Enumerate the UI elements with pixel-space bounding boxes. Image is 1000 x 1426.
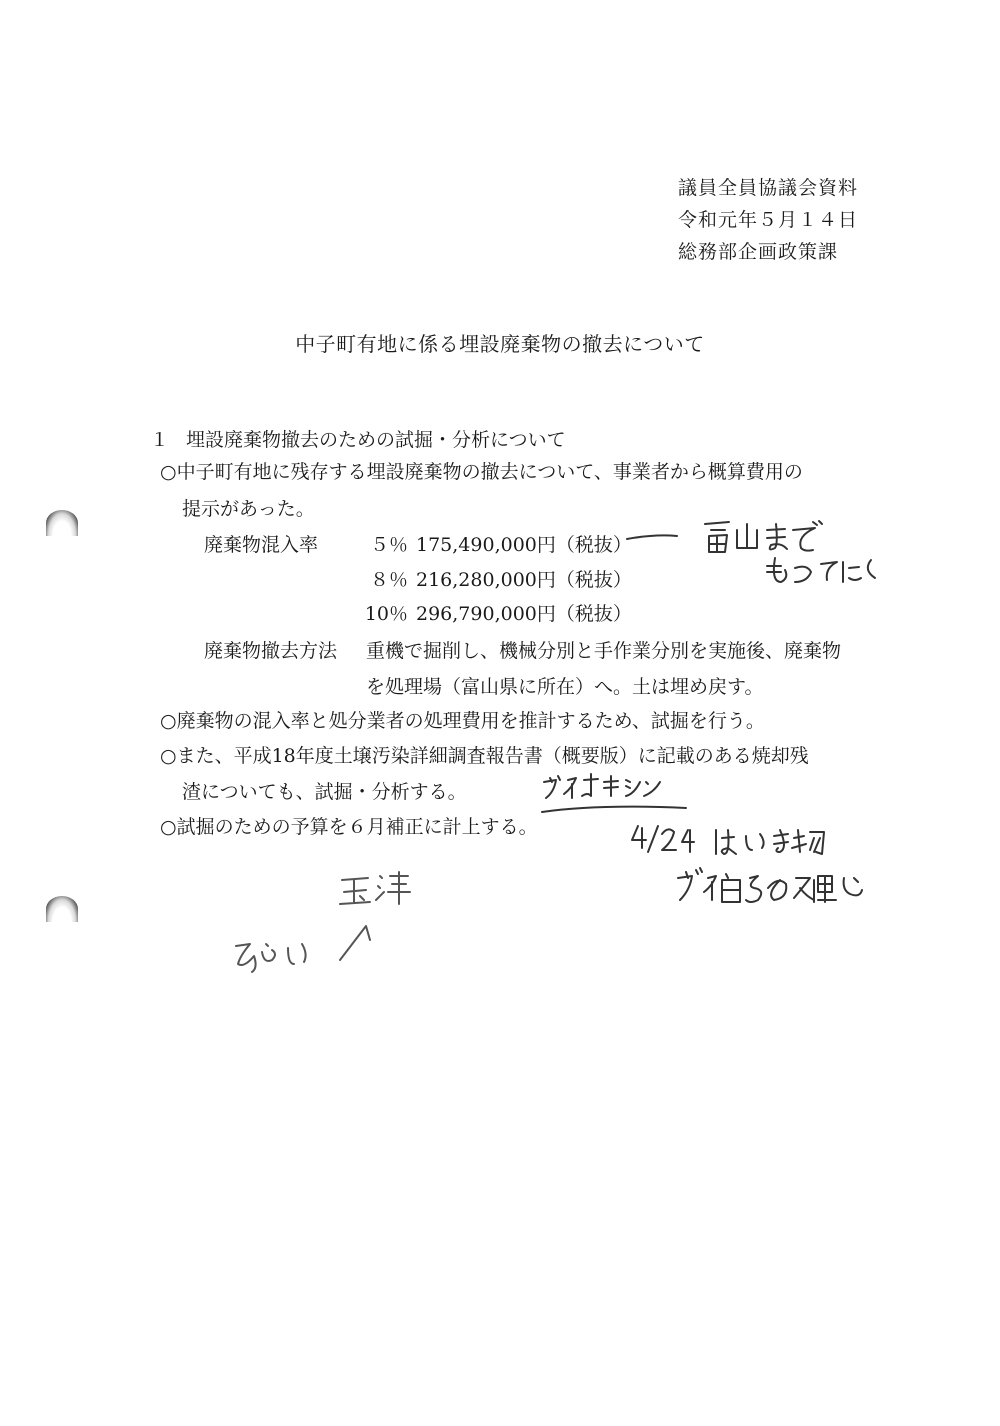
handwritten-note-toyama bbox=[625, 512, 895, 592]
rate-row bbox=[204, 530, 632, 557]
rate-percent: 10％ bbox=[364, 603, 408, 625]
rate-percent: ５％ bbox=[369, 534, 408, 556]
bullet-2: ○廃棄物の混入率と処分業者の処理費用を推計するため、試掘を行う。 bbox=[160, 710, 765, 732]
document-header bbox=[678, 172, 858, 268]
bullet-1-line-1: ○中子町有地に残存する埋設廃棄物の撤去について、事業者から概算費用の bbox=[160, 461, 803, 483]
handwritten-note-dioxin bbox=[538, 772, 688, 832]
section-number: １ bbox=[150, 429, 170, 451]
page-title: 中子町有地に係る埋設廃棄物の撤去について bbox=[295, 332, 705, 356]
rate-percent: ８％ bbox=[369, 569, 408, 591]
method-line-1: 重機で掘削し、機械分別と手作業分別を実施後、廃棄物 bbox=[366, 640, 842, 662]
rate-amount: 296,790,000円（税抜） bbox=[416, 603, 632, 625]
rate-row bbox=[204, 565, 632, 592]
rate-row bbox=[204, 599, 632, 626]
binder-hole-bottom bbox=[46, 896, 78, 922]
bullet-4: ○試掘のための予算を６月補正に計上する。 bbox=[160, 816, 538, 838]
rate-label: 廃棄物混入率 bbox=[204, 534, 319, 556]
doc-type: 議員全員協議会資料 bbox=[678, 177, 859, 199]
handwritten-note-left bbox=[232, 860, 422, 980]
handwritten-note-date bbox=[628, 822, 878, 922]
bullet-1-line-2: 提示があった。 bbox=[182, 498, 315, 520]
doc-department: 総務部企画政策課 bbox=[678, 241, 839, 263]
rate-amount: 216,280,000円（税抜） bbox=[416, 569, 632, 591]
section-heading-text: 埋設廃棄物撤去のための試掘・分析について bbox=[186, 429, 566, 451]
method-label: 廃棄物撤去方法 bbox=[204, 640, 338, 662]
method-line-2: を処理場（富山県に所在）へ。土は埋め戻す。 bbox=[366, 676, 764, 698]
bullet-3-line-2: 渣についても、試掘・分析する。 bbox=[182, 781, 467, 803]
rate-amount: 175,490,000円（税抜） bbox=[416, 534, 632, 556]
bullet-3-line-1: ○また、平成18年度土壌汚染詳細調査報告書（概要版）に記載のある焼却残 bbox=[160, 745, 809, 767]
section-heading bbox=[150, 425, 566, 452]
doc-date: 令和元年５月１４日 bbox=[678, 209, 859, 231]
binder-hole-top bbox=[46, 510, 78, 536]
